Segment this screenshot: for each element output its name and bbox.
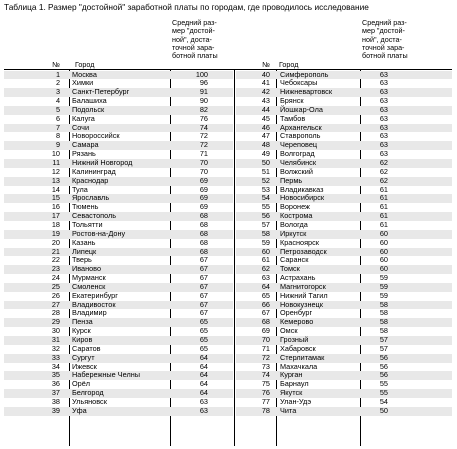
row-number: 44 — [261, 104, 270, 114]
row-number: 37 — [51, 388, 60, 398]
row-number: 21 — [51, 246, 60, 256]
row-number: 51 — [261, 166, 270, 176]
row-salary-value: 54 — [379, 396, 388, 406]
row-city: Курган — [280, 370, 303, 380]
row-salary-value: 63 — [379, 78, 388, 88]
row-city: Ярославль — [72, 193, 110, 203]
row-number: 33 — [51, 352, 60, 362]
row-salary-value: 57 — [379, 343, 388, 353]
row-city: Курск — [72, 326, 91, 336]
row-number: 34 — [51, 361, 60, 371]
row-city: Новокузнецк — [280, 299, 323, 309]
row-city: Йошкар-Ола — [280, 104, 323, 114]
row-city: Сочи — [72, 122, 90, 132]
row-salary-value: 63 — [379, 69, 388, 79]
row-city: Владикавказ — [280, 184, 324, 194]
row-salary-value: 67 — [199, 264, 208, 274]
row-salary-value: 65 — [199, 326, 208, 336]
row-city: Белгород — [72, 388, 104, 398]
row-city: Ставрополь — [280, 131, 321, 141]
header-num-left: № — [52, 60, 60, 69]
row-number: 73 — [261, 361, 270, 371]
row-city: Волгоград — [280, 149, 315, 159]
row-number: 35 — [51, 370, 60, 380]
row-salary-value: 74 — [199, 122, 208, 132]
row-city: Воронеж — [280, 202, 310, 212]
row-number: 45 — [261, 113, 270, 123]
row-city: Симферополь — [280, 69, 329, 79]
row-salary-value: 68 — [199, 219, 208, 229]
row-salary-value: 61 — [379, 193, 388, 203]
row-city: Петрозаводск — [280, 246, 327, 256]
row-city: Череповец — [280, 140, 318, 150]
row-number: 67 — [261, 308, 270, 318]
row-salary-value: 67 — [199, 299, 208, 309]
header-city-left: Город — [75, 60, 95, 69]
row-salary-value: 63 — [199, 396, 208, 406]
row-number: 5 — [55, 104, 60, 114]
row-city: Пенза — [72, 317, 93, 327]
row-number: 15 — [51, 193, 60, 203]
row-city: Нижневартовск — [280, 87, 333, 97]
row-number: 69 — [261, 326, 270, 336]
row-number: 68 — [261, 317, 270, 327]
row-number: 72 — [261, 352, 270, 362]
row-salary-value: 59 — [379, 281, 388, 291]
row-city: Якутск — [280, 388, 303, 398]
row-salary-value: 64 — [199, 370, 208, 380]
row-city: Красноярск — [280, 237, 319, 247]
row-number: 27 — [51, 299, 60, 309]
row-number: 70 — [261, 335, 270, 344]
row-number: 47 — [261, 131, 270, 141]
row-city: Астрахань — [280, 273, 316, 283]
row-number: 16 — [51, 202, 60, 212]
row-salary-value: 67 — [199, 273, 208, 283]
row-salary-value: 63 — [379, 140, 388, 150]
row-city: Балашиха — [72, 96, 107, 106]
row-salary-value: 58 — [379, 326, 388, 336]
row-salary-value: 63 — [379, 122, 388, 132]
row-salary-value: 65 — [199, 335, 208, 344]
row-salary-value: 96 — [199, 78, 208, 88]
header-salary-left: Средний раз- мер "достой- ной", доста- точной зара- ботной платы — [172, 18, 218, 61]
header-city-right: Город — [279, 60, 299, 69]
row-salary-value: 56 — [379, 352, 388, 362]
row-city: Калининград — [72, 166, 116, 176]
row-salary-value: 64 — [199, 352, 208, 362]
row-city: Смоленск — [72, 281, 106, 291]
row-number: 3 — [55, 87, 60, 97]
row-salary-value: 56 — [379, 370, 388, 380]
row-salary-value: 59 — [379, 290, 388, 300]
row-city: Стерлитамак — [280, 352, 325, 362]
row-number: 58 — [261, 228, 270, 238]
row-city: Тверь — [72, 255, 92, 265]
row-city: Ростов-на-Дону — [72, 228, 126, 238]
row-number: 52 — [261, 175, 270, 185]
row-city: Новосибирск — [280, 193, 325, 203]
row-salary-value: 61 — [379, 184, 388, 194]
row-number: 40 — [261, 69, 270, 79]
row-city: Санкт-Петербург — [72, 87, 130, 97]
row-city: Орёл — [72, 379, 91, 389]
row-city: Екатеринбург — [72, 290, 118, 300]
row-salary-value: 68 — [199, 228, 208, 238]
row-salary-value: 50 — [379, 405, 388, 415]
row-city: Саратов — [72, 343, 101, 353]
row-salary-value: 59 — [379, 273, 388, 283]
row-salary-value: 62 — [379, 166, 388, 176]
row-number: 59 — [261, 237, 270, 247]
row-number: 20 — [51, 237, 60, 247]
row-city: Тюмень — [72, 202, 99, 212]
row-salary-value: 91 — [199, 87, 208, 97]
row-city: Владивосток — [72, 299, 116, 309]
row-salary-value: 68 — [199, 246, 208, 256]
row-city: Чебоксары — [280, 78, 318, 88]
row-city: Махачкала — [280, 361, 318, 371]
row-city: Кемерово — [280, 317, 314, 327]
row-city: Чита — [280, 405, 297, 415]
row-salary-value: 69 — [199, 202, 208, 212]
row-city: Омск — [280, 326, 298, 336]
row-salary-value: 72 — [199, 140, 208, 150]
row-city: Саранск — [280, 255, 309, 265]
row-salary-value: 69 — [199, 175, 208, 185]
row-city: Тула — [72, 184, 88, 194]
row-city: Улан-Удэ — [280, 396, 312, 406]
table-caption: Таблица 1. Размер "достойной" заработной платы по городам, где проводилось исследование — [4, 2, 369, 12]
row-city: Сургут — [72, 352, 95, 362]
row-number: 22 — [51, 255, 60, 265]
row-salary-value: 64 — [199, 388, 208, 398]
row-number: 23 — [51, 264, 60, 274]
row-number: 24 — [51, 273, 60, 283]
row-city: Краснодар — [72, 175, 109, 185]
row-city: Рязань — [72, 149, 96, 159]
row-salary-value: 60 — [379, 228, 388, 238]
row-number: 42 — [261, 87, 270, 97]
row-number: 65 — [261, 290, 270, 300]
row-city: Оренбург — [280, 308, 313, 318]
row-salary-value: 90 — [199, 96, 208, 106]
row-number: 41 — [261, 78, 270, 88]
row-number: 78 — [261, 405, 270, 415]
row-salary-value: 57 — [379, 335, 388, 344]
row-number: 25 — [51, 281, 60, 291]
row-number: 29 — [51, 317, 60, 327]
row-city: Брянск — [280, 96, 304, 106]
row-number: 13 — [51, 175, 60, 185]
row-city: Архангельск — [280, 122, 322, 132]
row-salary-value: 56 — [379, 361, 388, 371]
row-number: 76 — [261, 388, 270, 398]
row-number: 49 — [261, 149, 270, 159]
row-salary-value: 68 — [199, 237, 208, 247]
row-number: 1 — [55, 69, 60, 79]
row-salary-value: 61 — [379, 219, 388, 229]
header-salary-right: Средний раз- мер "достой- ной", доста- точной зара- ботной платы — [362, 18, 408, 61]
row-number: 54 — [261, 193, 270, 203]
row-number: 38 — [51, 396, 60, 406]
row-city: Иркутск — [280, 228, 307, 238]
row-city: Севастополь — [72, 211, 117, 221]
row-city: Томск — [280, 264, 300, 274]
row-city: Москва — [72, 69, 97, 79]
row-number: 56 — [261, 211, 270, 221]
row-number: 77 — [261, 396, 270, 406]
row-number: 39 — [51, 405, 60, 415]
row-number: 30 — [51, 326, 60, 336]
row-number: 66 — [261, 299, 270, 309]
row-salary-value: 65 — [199, 343, 208, 353]
row-number: 12 — [51, 166, 60, 176]
row-city: Пермь — [280, 175, 303, 185]
row-salary-value: 55 — [379, 379, 388, 389]
row-city: Челябинск — [280, 158, 317, 167]
row-number: 4 — [55, 96, 60, 106]
row-number: 46 — [261, 122, 270, 132]
row-city: Хабаровск — [280, 343, 316, 353]
row-number: 50 — [261, 158, 270, 167]
row-salary-value: 63 — [379, 104, 388, 114]
row-number: 74 — [261, 370, 270, 380]
row-salary-value: 70 — [199, 166, 208, 176]
row-number: 19 — [51, 228, 60, 238]
row-number: 6 — [55, 113, 60, 123]
row-city: Уфа — [72, 405, 87, 415]
row-city: Казань — [72, 237, 96, 247]
row-number: 53 — [261, 184, 270, 194]
row-number: 2 — [55, 78, 60, 88]
row-salary-value: 67 — [199, 255, 208, 265]
row-number: 9 — [55, 140, 60, 150]
row-salary-value: 76 — [199, 113, 208, 123]
row-number: 31 — [51, 335, 60, 344]
row-number: 64 — [261, 281, 270, 291]
row-number: 7 — [55, 122, 60, 132]
row-number: 26 — [51, 290, 60, 300]
row-number: 62 — [261, 264, 270, 274]
row-salary-value: 69 — [199, 193, 208, 203]
row-number: 8 — [55, 131, 60, 141]
row-salary-value: 67 — [199, 290, 208, 300]
row-salary-value: 58 — [379, 308, 388, 318]
row-number: 55 — [261, 202, 270, 212]
row-salary-value: 63 — [379, 87, 388, 97]
row-city: Липецк — [72, 246, 97, 256]
row-salary-value: 82 — [199, 104, 208, 114]
row-number: 61 — [261, 255, 270, 265]
row-salary-value: 62 — [379, 158, 388, 167]
row-city: Владимир — [72, 308, 107, 318]
row-number: 57 — [261, 219, 270, 229]
row-number: 71 — [261, 343, 270, 353]
row-salary-value: 62 — [379, 175, 388, 185]
row-city: Тамбов — [280, 113, 306, 123]
row-city: Новороссийск — [72, 131, 120, 141]
row-number: 10 — [51, 149, 60, 159]
row-city: Иваново — [72, 264, 102, 274]
row-salary-value: 69 — [199, 184, 208, 194]
row-salary-value: 58 — [379, 317, 388, 327]
row-city: Нижний Тагил — [280, 290, 328, 300]
row-number: 48 — [261, 140, 270, 150]
row-number: 75 — [261, 379, 270, 389]
row-salary-value: 63 — [199, 405, 208, 415]
header-num-right: № — [262, 60, 270, 69]
row-number: 18 — [51, 219, 60, 229]
row-city: Химки — [72, 78, 94, 88]
row-city: Подольск — [72, 104, 105, 114]
row-number: 32 — [51, 343, 60, 353]
row-number: 11 — [52, 158, 60, 167]
row-salary-value: 60 — [379, 255, 388, 265]
row-number: 60 — [261, 246, 270, 256]
row-number: 28 — [51, 308, 60, 318]
row-number: 43 — [261, 96, 270, 106]
row-salary-value: 68 — [199, 211, 208, 221]
row-city: Набережные Челны — [72, 370, 140, 380]
row-city: Самара — [72, 140, 99, 150]
row-salary-value: 63 — [379, 96, 388, 106]
row-city: Мурманск — [72, 273, 106, 283]
row-salary-value: 58 — [379, 299, 388, 309]
row-salary-value: 64 — [199, 379, 208, 389]
row-city: Ульяновск — [72, 396, 107, 406]
row-city: Барнаул — [280, 379, 309, 389]
row-number: 17 — [51, 211, 60, 221]
row-city: Грозный — [280, 335, 309, 344]
row-city: Калуга — [72, 113, 95, 123]
row-number: 14 — [51, 184, 60, 194]
row-city: Волжский — [280, 166, 313, 176]
row-city: Тольятти — [72, 219, 103, 229]
row-salary-value: 67 — [199, 308, 208, 318]
row-number: 36 — [51, 379, 60, 389]
row-salary-value: 100 — [195, 69, 208, 79]
row-salary-value: 61 — [379, 211, 388, 221]
row-salary-value: 70 — [199, 158, 208, 167]
row-salary-value: 63 — [379, 131, 388, 141]
row-city: Киров — [72, 335, 93, 344]
row-salary-value: 63 — [379, 149, 388, 159]
row-salary-value: 60 — [379, 237, 388, 247]
row-number: 63 — [261, 273, 270, 283]
row-city: Нижний Новгород — [72, 158, 133, 167]
row-salary-value: 72 — [199, 131, 208, 141]
row-salary-value: 65 — [199, 317, 208, 327]
column-divider-middle — [234, 70, 235, 446]
row-city: Вологда — [280, 219, 308, 229]
row-salary-value: 55 — [379, 388, 388, 398]
row-city: Ижевск — [72, 361, 97, 371]
row-salary-value: 60 — [379, 246, 388, 256]
row-salary-value: 71 — [199, 149, 208, 159]
row-salary-value: 61 — [379, 202, 388, 212]
row-salary-value: 64 — [199, 361, 208, 371]
row-salary-value: 60 — [379, 264, 388, 274]
row-salary-value: 63 — [379, 113, 388, 123]
row-salary-value: 67 — [199, 281, 208, 291]
row-city: Кострома — [280, 211, 313, 221]
row-city: Магнитогорск — [280, 281, 326, 291]
